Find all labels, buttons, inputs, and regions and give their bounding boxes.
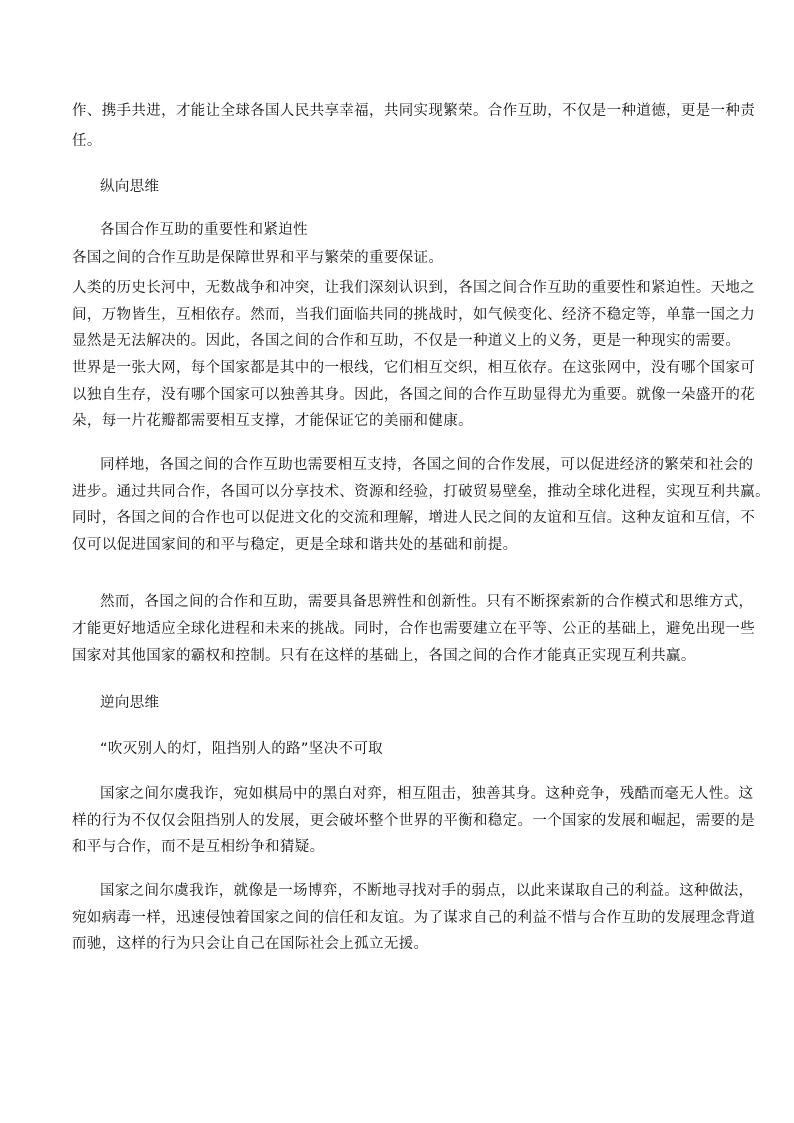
text-line: 显然是无法解决的。因此，各国之间的合作和互助，不仅是一种道义上的义务，更是一种现实的需要。 [72, 333, 741, 349]
subheading: 各国合作互助的重要性和紧迫性 [100, 222, 308, 238]
text-line: 以独自生存，没有哪个国家可以独善其身。因此，各国之间的合作互助显得尤为重要。就像一朵盛开的花 [72, 387, 756, 403]
text-line: 作、携手共进，才能让全球各国人民共享幸福，共同实现繁荣。合作互助，不仅是一种道德，更是一种责 [72, 103, 756, 119]
text-line: 然而，各国之间的合作和互助，需要具备思辨性和创新性。只有不断探索新的合作模式和思维方式， [100, 594, 754, 610]
section-heading: 逆向思维 [100, 695, 160, 711]
text-line: 国家之间尔虞我诈，就像是一场博弈，不断地寻找对手的弱点，以此来谋取自己的利益。这种做法， [100, 883, 754, 899]
text-line: 世界是一张大网，每个国家都是其中的一根线，它们相互交织，相互依存。在这张网中，没有哪个国家可 [72, 360, 756, 376]
text-line: 宛如病毒一样，迅速侵蚀着国家之间的信任和友谊。为了谋求自己的利益不惜与合作互助的发展理念背道 [72, 910, 756, 926]
text-line: 进步。通过共同合作，各国可以分享技术、资源和经验，打破贸易壁垒，推动全球化进程，实现互利共赢。 [72, 484, 770, 500]
text-line: 仅可以促进国家间的和平与稳定，更是全球和谐共处的基础和前提。 [72, 537, 518, 553]
text-line: 和平与合作，而不是互相纷争和猜疑。 [72, 839, 325, 855]
text-line: 才能更好地适应全球化进程和未来的挑战。同时，合作也需要建立在平等、公正的基础上，避免出现一些 [72, 621, 756, 637]
text-line: 间，万物皆生，互相依存。然而，当我们面临共同的挑战时，如气候变化、经济不稳定等，单靠一国之力 [72, 307, 756, 323]
text-line: 国家对其他国家的霸权和控制。只有在这样的基础上，各国之间的合作才能真正实现互利共赢。 [72, 648, 696, 664]
text-line: 任。 [72, 133, 102, 149]
text-line: 而驰，这样的行为只会让自己在国际社会上孤立无援。 [72, 936, 429, 952]
section-heading: 纵向思维 [100, 179, 160, 195]
text-line: 同时，各国之间的合作也可以促进文化的交流和理解，增进人民之间的友谊和互信。这种友谊和互信，不 [72, 510, 756, 526]
text-line: 各国之间的合作互助是保障世界和平与繁荣的重要保证。 [72, 250, 444, 266]
text-line: 国家之间尔虞我诈，宛如棋局中的黑白对弈，相互阻击，独善其身。这种竞争，残酷而毫无人性。这 [100, 786, 754, 802]
text-line: 样的行为不仅仅会阻挡别人的发展，更会破坏整个世界的平衡和稳定。一个国家的发展和崛起，需要的是 [72, 813, 756, 829]
subheading: “吹灭别人的灯，阻挡别人的路”坚决不可取 [100, 741, 384, 757]
text-line: 朵，每一片花瓣都需要相互支撑，才能保证它的美丽和健康。 [72, 413, 473, 429]
text-line: 人类的历史长河中，无数战争和冲突，让我们深刻认识到，各国之间合作互助的重要性和紧迫性。天地之 [72, 280, 756, 296]
text-line: 同样地，各国之间的合作互助也需要相互支持，各国之间的合作发展，可以促进经济的繁荣和社会的 [100, 457, 754, 473]
